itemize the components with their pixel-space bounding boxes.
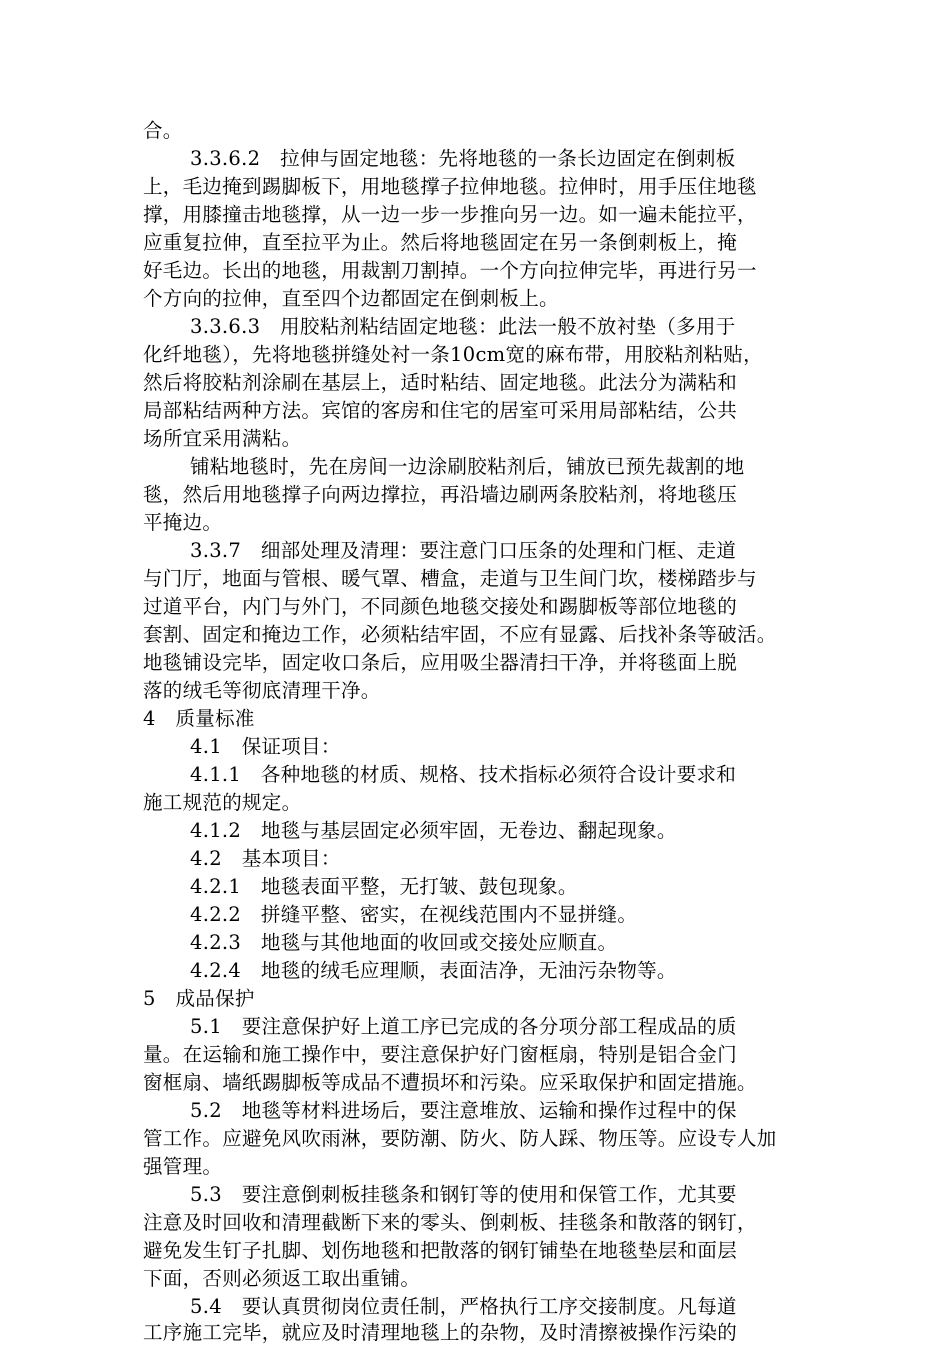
paragraph-start-line: 铺粘地毯时，先在房间一边涂刷胶粘剂后，铺放已预先裁割的地 bbox=[190, 455, 745, 478]
section-3-3-6-2-heading-line: 3.3.6.2 拉伸与固定地毯：先将地毯的一条长边固定在倒刺板 bbox=[190, 147, 736, 170]
section-5-4-heading-line: 5.4 要认真贯彻岗位责任制，严格执行工序交接制度。凡每道 bbox=[190, 1295, 737, 1318]
section-4-2-1-line: 4.2.1 地毯表面平整，无打皱、鼓包现象。 bbox=[190, 875, 578, 898]
text-line: 窗框扇、墙纸踢脚板等成品不遭损坏和污染。应采取保护和固定措施。 bbox=[143, 1071, 757, 1094]
text-line: 好毛边。长出的地毯，用裁割刀割掉。一个方向拉伸完毕，再进行另一 bbox=[143, 259, 757, 282]
text-line: 强管理。 bbox=[143, 1155, 223, 1178]
section-4-2-3-line: 4.2.3 地毯与其他地面的收回或交接处应顺直。 bbox=[190, 931, 618, 954]
text-line: 施工规范的规定。 bbox=[143, 791, 302, 814]
section-5-1-heading-line: 5.1 要注意保护好上道工序已完成的各分项分部工程成品的质 bbox=[190, 1015, 737, 1038]
text-line: 化纤地毯），先将地毯拼缝处衬一条10cm宽的麻布带，用胶粘剂粘贴， bbox=[143, 343, 763, 366]
section-3-3-6-3-heading-line: 3.3.6.3 用胶粘剂粘结固定地毯：此法一般不放衬垫（多用于 bbox=[190, 315, 736, 338]
text-line: 平掩边。 bbox=[143, 511, 223, 534]
section-4-1-1-heading-line: 4.1.1 各种地毯的材质、规格、技术指标必须符合设计要求和 bbox=[190, 763, 737, 786]
text-line: 地毯铺设完毕，固定收口条后，应用吸尘器清扫干净，并将毯面上脱 bbox=[143, 651, 738, 674]
text-line: 注意及时回收和清理截断下来的零头、倒刺板、挂毯条和散落的钢钉， bbox=[143, 1211, 757, 1234]
section-4-1-heading: 4.1 保证项目： bbox=[190, 735, 341, 758]
section-5-heading: 5 成品保护 bbox=[143, 987, 255, 1010]
text-line: 下面，否则必须返工取出重铺。 bbox=[143, 1267, 421, 1290]
text-line: 落的绒毛等彻底清理干净。 bbox=[143, 679, 381, 702]
section-4-1-2-line: 4.1.2 地毯与基层固定必须牢固，无卷边、翻起现象。 bbox=[190, 819, 677, 842]
text-line: 与门厅，地面与管根、暖气罩、槽盒，走道与卫生间门坎，楼梯踏步与 bbox=[143, 567, 757, 590]
text-line: 个方向的拉伸，直至四个边都固定在倒刺板上。 bbox=[143, 287, 559, 310]
text-line: 量。在运输和施工操作中，要注意保护好门窗框扇，特别是铝合金门 bbox=[143, 1043, 738, 1066]
text-line: 管工作。应避免风吹雨淋，要防潮、防火、防人踩、物压等。应设专人加 bbox=[143, 1127, 777, 1150]
section-5-2-heading-line: 5.2 地毯等材料进场后，要注意堆放、运输和操作过程中的保 bbox=[190, 1099, 737, 1122]
section-5-3-heading-line: 5.3 要注意倒刺板挂毯条和钢钉等的使用和保管工作，尤其要 bbox=[190, 1183, 737, 1206]
text-line: 套割、固定和掩边工作，必须粘结牢固，不应有显露、后找补条等破活。 bbox=[143, 623, 777, 646]
text-line: 工序施工完毕，就应及时清理地毯上的杂物，及时清擦被操作污染的 bbox=[143, 1321, 738, 1344]
section-3-3-7-heading-line: 3.3.7 细部处理及清理：要注意门口压条的处理和门框、走道 bbox=[190, 539, 737, 562]
text-line: 应重复拉伸，直至拉平为止。然后将地毯固定在另一条倒刺板上，掩 bbox=[143, 231, 738, 254]
section-4-2-2-line: 4.2.2 拼缝平整、密实，在视线范围内不显拼缝。 bbox=[190, 903, 638, 926]
text-line: 然后将胶粘剂涂刷在基层上，适时粘结、固定地毯。此法分为满粘和 bbox=[143, 371, 738, 394]
text-line: 毯，然后用地毯撑子向两边撑拉，再沿墙边刷两条胶粘剂，将地毯压 bbox=[143, 483, 738, 506]
text-line: 过道平台，内门与外门，不同颜色地毯交接处和踢脚板等部位地毯的 bbox=[143, 595, 738, 618]
text-line: 场所宜采用满粘。 bbox=[143, 427, 302, 450]
section-4-2-heading: 4.2 基本项目： bbox=[190, 847, 341, 870]
section-4-heading: 4 质量标准 bbox=[143, 707, 255, 730]
text-line: 撑，用膝撞击地毯撑，从一边一步一步推向另一边。如一遍未能拉平， bbox=[143, 203, 757, 226]
text-line: 上，毛边掩到踢脚板下，用地毯撑子拉伸地毯。拉伸时，用手压住地毯 bbox=[143, 175, 757, 198]
text-line: 局部粘结两种方法。宾馆的客房和住宅的居室可采用局部粘结，公共 bbox=[143, 399, 738, 422]
text-line: 合。 bbox=[143, 119, 183, 142]
section-4-2-4-line: 4.2.4 地毯的绒毛应理顺，表面洁净，无油污杂物等。 bbox=[190, 959, 677, 982]
text-line: 避免发生钉子扎脚、划伤地毯和把散落的钢钉铺垫在地毯垫层和面层 bbox=[143, 1239, 738, 1262]
